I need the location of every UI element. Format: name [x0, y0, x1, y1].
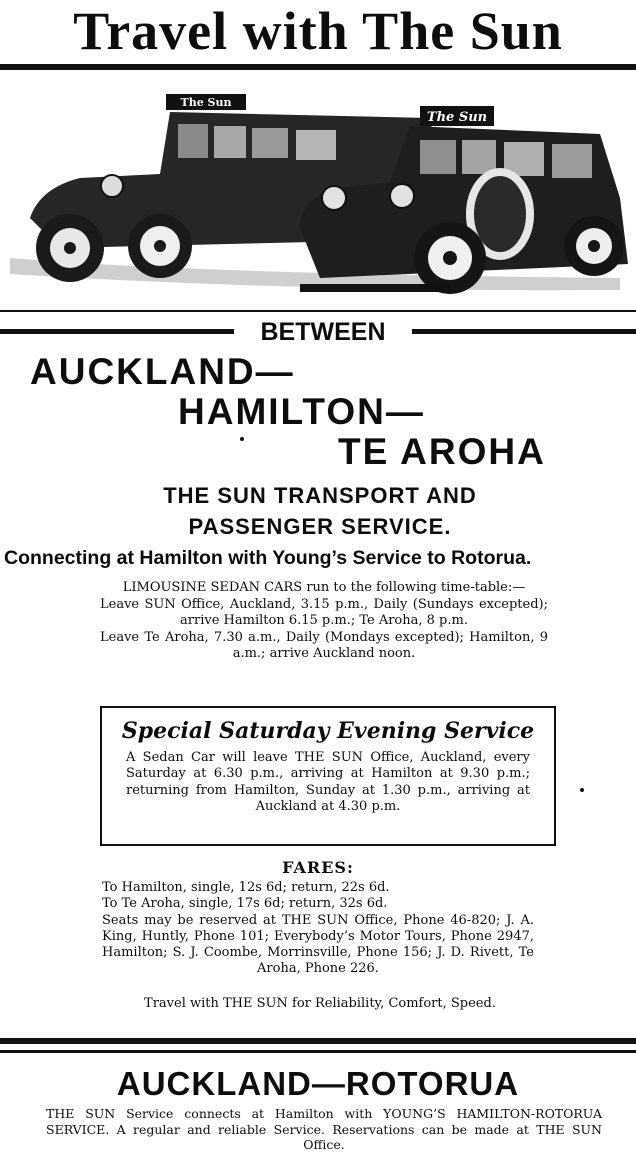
rear-car-window-2 — [214, 126, 246, 158]
service-line-2: PASSENGER SERVICE. — [188, 514, 452, 539]
reliability-slogan: Travel with THE SUN for Reliability, Comfort, Speed. — [144, 996, 496, 1011]
special-service-title: Special Saturday Evening Service — [121, 718, 535, 744]
special-service-box — [100, 706, 556, 846]
front-car-bumper — [300, 284, 450, 292]
between-line-right — [412, 329, 636, 334]
rotorua-text: THE SUN Service connects at Hamilton with YOUNG’S HAMILTON-ROTORUA SERVICE. A regular and reliable Service. Reservations can be made at THE SUN Office. — [46, 1106, 602, 1152]
headline-rule — [0, 64, 636, 70]
front-car-headlamp-2 — [390, 184, 414, 208]
rear-car-window-3 — [252, 128, 288, 158]
sedan-cars-photo — [0, 78, 636, 310]
route-hamilton: HAMILTON— — [178, 391, 425, 432]
rotorua-title: AUCKLAND—ROTORUA — [116, 1065, 520, 1102]
route-te-aroha: TE AROHA — [338, 431, 546, 472]
front-car-window-2 — [462, 140, 496, 174]
timetable-leave-te-aroha: Leave Te Aroha, 7.30 a.m., Daily (Mondays excepted); Hamilton, 9 a.m.; arrive Auckland noon. — [100, 629, 548, 661]
timetable — [100, 580, 548, 663]
between-row — [0, 316, 636, 350]
rear-car-headlamp — [101, 175, 123, 197]
fares-list — [102, 880, 534, 978]
speck-2 — [580, 788, 584, 792]
between-line-left — [0, 329, 234, 334]
route-auckland: AUCKLAND— — [30, 351, 295, 392]
bottom-rule-thick — [0, 1038, 636, 1044]
between-label: BETWEEN — [260, 318, 386, 346]
roof-sign-text: The Sun — [180, 96, 232, 109]
rear-car-window-4 — [296, 130, 336, 160]
bottom-rule-thin — [0, 1050, 636, 1053]
service-heading — [60, 480, 580, 542]
timetable-intro: LIMOUSINE SEDAN CARS run to the following time-table:— — [122, 580, 526, 595]
fare-te-aroha: To Te Aroha, single, 17s 6d; return, 32s 6d. — [102, 896, 388, 912]
special-service-body: A Sedan Car will leave THE SUN Office, Auckland, every Saturday at 6.30 p.m., arriving at Hamilton at 9.30 p.m.; returning from Hamilton, Sunday at 1.30 p.m., arriving at Auckland at 4.30 p.m. — [126, 750, 530, 814]
fare-seats: Seats may be reserved at THE SUN Office, Phone 46-820; J. A. King, Huntly, Phone 101; Everybody’s Motor Tours, Phone 2947, Hamilton; S. J. Coombe, Morrinsville, Phone 156; J. D. Rivett, Te Aroha, Phone 226. — [102, 912, 534, 977]
front-car-window-4 — [552, 144, 592, 178]
front-car-headlamp-1 — [322, 186, 346, 210]
fares-title: FARES: — [282, 858, 354, 877]
fare-hamilton: To Hamilton, single, 12s 6d; return, 22s 6d. — [102, 880, 390, 895]
headline: Travel with The Sun — [73, 1, 563, 61]
rear-car-window-1 — [178, 124, 208, 158]
service-line-1: THE SUN TRANSPORT AND — [163, 483, 477, 508]
speck-1 — [240, 437, 244, 441]
connecting-line: Connecting at Hamilton with Young’s Service to Rotorua. — [4, 547, 532, 569]
front-car-window-1 — [420, 140, 456, 174]
timetable-leave-sun: Leave SUN Office, Auckland, 3.15 p.m., Daily (Sundays excepted); arrive Hamilton 6.15 p.m.; Te Aroha, 8 p.m. — [100, 596, 548, 628]
photo-rule — [0, 310, 636, 312]
side-sign-text: The Sun — [426, 110, 488, 125]
